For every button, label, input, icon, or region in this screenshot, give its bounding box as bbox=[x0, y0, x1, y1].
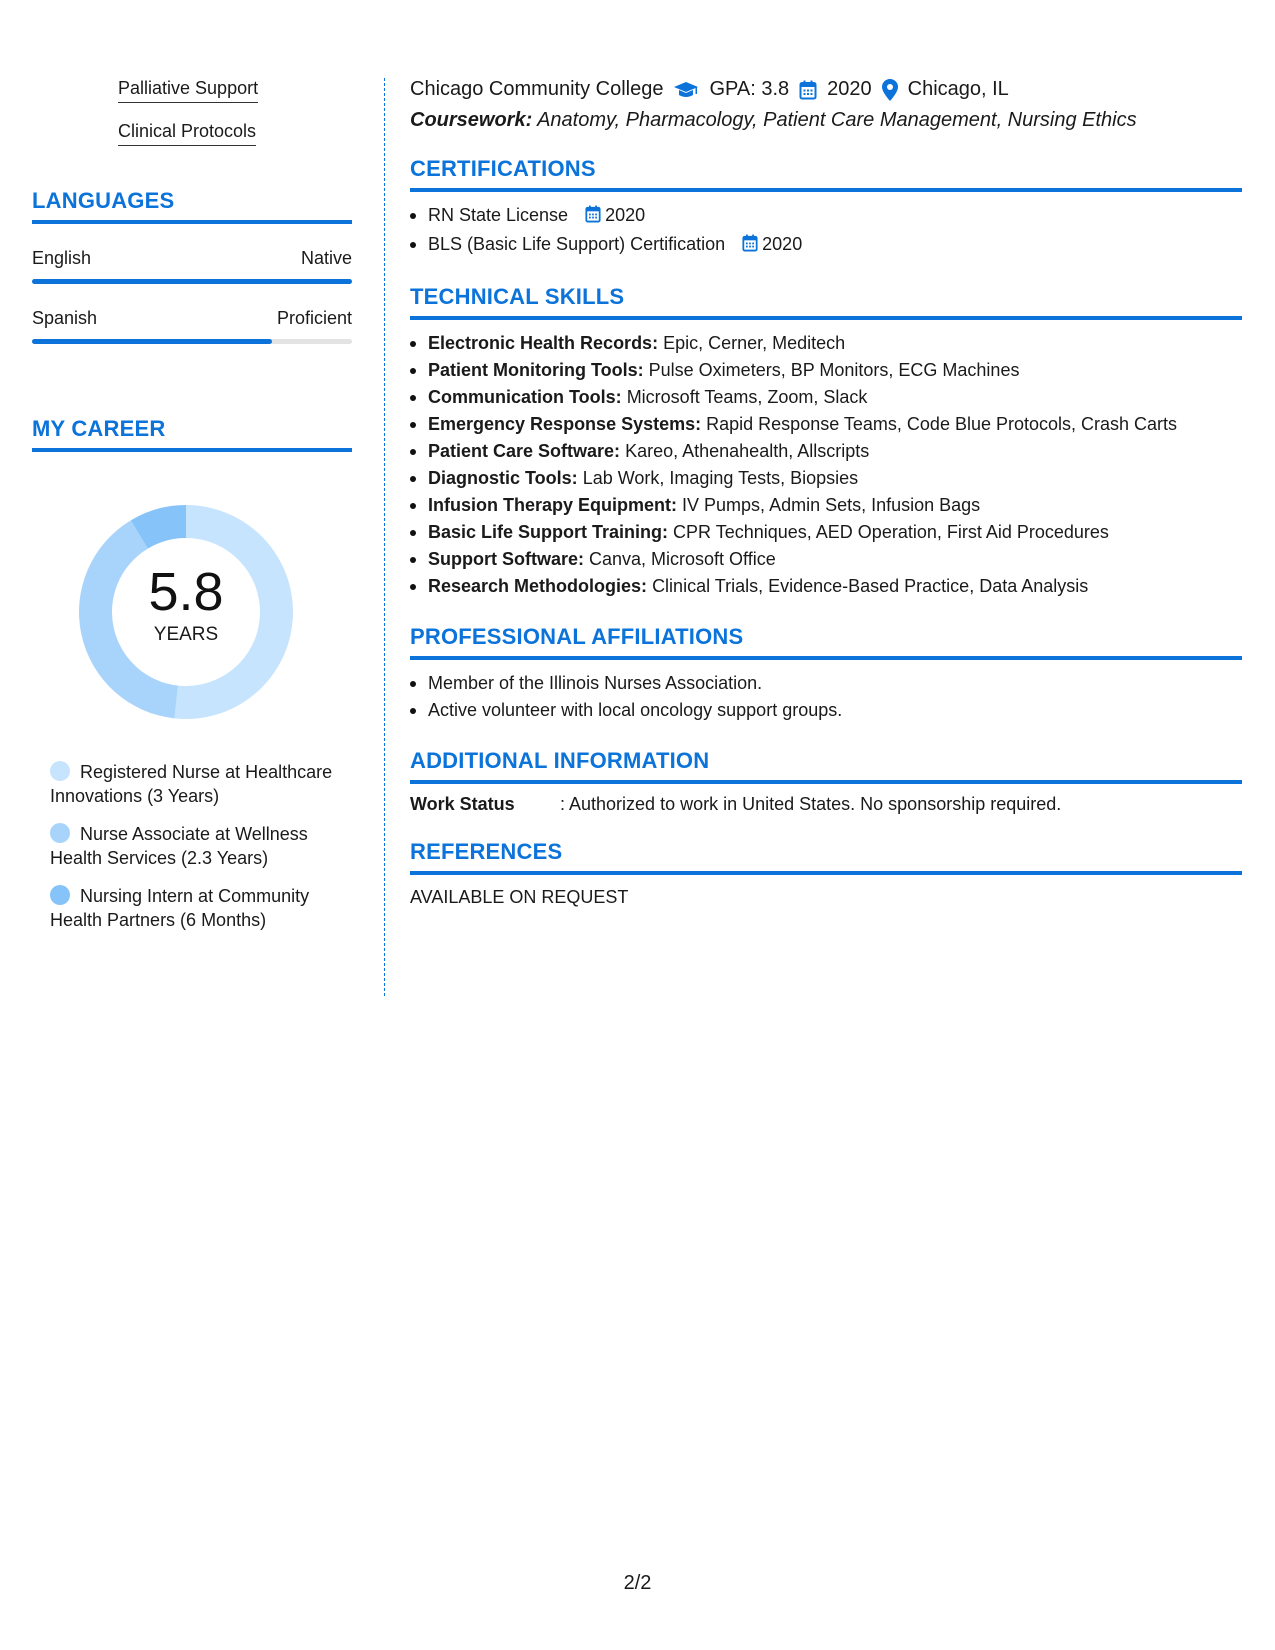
language-bar-fill bbox=[32, 339, 272, 344]
career-donut-chart bbox=[66, 492, 306, 732]
work-status-row bbox=[410, 794, 1242, 815]
skill-label: Infusion Therapy Equipment: bbox=[428, 495, 678, 515]
list-item bbox=[410, 202, 1242, 231]
gpa: GPA: 3.8 bbox=[709, 78, 790, 100]
skill-label: Diagnostic Tools: bbox=[428, 468, 578, 488]
skill-label: Support Software: bbox=[428, 549, 584, 569]
skill-value: CPR Techniques, AED Operation, First Aid Procedures bbox=[673, 522, 1109, 542]
references-heading: REFERENCES bbox=[410, 839, 563, 864]
legend-label: Nursing Intern at Community Health Partners (6 Months) bbox=[50, 886, 310, 930]
calendar-icon bbox=[742, 233, 758, 260]
career-unit: YEARS bbox=[153, 624, 219, 645]
section-rule bbox=[410, 871, 1242, 875]
certification-year: 2020 bbox=[762, 234, 803, 254]
languages-heading: LANGUAGES bbox=[32, 188, 175, 213]
career-total: 5.8 bbox=[148, 562, 224, 622]
list-item bbox=[410, 411, 1242, 438]
skill-label: Basic Life Support Training: bbox=[428, 522, 669, 542]
skill-value: IV Pumps, Admin Sets, Infusion Bags bbox=[682, 495, 981, 515]
career-section bbox=[32, 416, 352, 932]
list-item bbox=[410, 546, 1242, 573]
section-rule bbox=[410, 780, 1242, 784]
skill-tag: Clinical Protocols bbox=[118, 121, 256, 146]
skill-value: Clinical Trials, Evidence-Based Practice, Data Analysis bbox=[652, 576, 1089, 596]
section-rule bbox=[410, 188, 1242, 192]
list-item bbox=[410, 438, 1242, 465]
certifications-list bbox=[410, 202, 1242, 260]
list-item bbox=[410, 519, 1242, 546]
list-item bbox=[410, 492, 1242, 519]
skill-tag: Palliative Support bbox=[118, 78, 258, 103]
certification-name: RN State License bbox=[428, 205, 569, 225]
coursework bbox=[410, 109, 1242, 132]
skill-label: Research Methodologies: bbox=[428, 576, 648, 596]
skill-label: Electronic Health Records: bbox=[428, 333, 659, 353]
school-location: Chicago, IL bbox=[907, 78, 1009, 100]
language-level: Proficient bbox=[276, 308, 352, 328]
language-level: Native bbox=[300, 248, 352, 268]
legend-dot bbox=[50, 761, 70, 781]
section-rule bbox=[32, 448, 352, 452]
affiliations-list bbox=[410, 670, 1242, 724]
list-item bbox=[410, 465, 1242, 492]
section-rule bbox=[410, 316, 1242, 320]
legend-item bbox=[50, 884, 340, 932]
certifications-heading: CERTIFICATIONS bbox=[410, 156, 596, 181]
technical-skills-heading: TECHNICAL SKILLS bbox=[410, 284, 625, 309]
references-text: AVAILABLE ON REQUEST bbox=[410, 887, 629, 907]
right-column bbox=[410, 78, 1242, 908]
career-legend bbox=[50, 760, 340, 932]
section-rule bbox=[32, 220, 352, 224]
left-column bbox=[32, 78, 352, 946]
graduation-cap-icon bbox=[673, 80, 699, 100]
calendar-icon bbox=[585, 204, 601, 231]
language-bar bbox=[32, 279, 352, 284]
legend-label: Nurse Associate at Wellness Health Services (2.3 Years) bbox=[50, 824, 308, 868]
language-name: English bbox=[32, 248, 92, 268]
skill-value: Rapid Response Teams, Code Blue Protocols, Crash Carts bbox=[706, 414, 1178, 434]
technical-skills-list bbox=[410, 330, 1242, 600]
career-heading: MY CAREER bbox=[32, 416, 166, 441]
column-divider bbox=[384, 78, 385, 996]
list-item bbox=[410, 231, 1242, 260]
additional-info-heading: ADDITIONAL INFORMATION bbox=[410, 748, 710, 773]
legend-dot bbox=[50, 823, 70, 843]
list-item bbox=[410, 573, 1242, 600]
language-bar bbox=[32, 339, 352, 344]
certification-name: BLS (Basic Life Support) Certification bbox=[428, 234, 726, 254]
skill-value: Pulse Oximeters, BP Monitors, ECG Machines bbox=[648, 360, 1020, 380]
location-pin-icon bbox=[882, 79, 898, 101]
language-name: Spanish bbox=[32, 308, 98, 328]
graduation-year: 2020 bbox=[827, 78, 872, 100]
list-item: Active volunteer with local oncology support groups. bbox=[410, 697, 1242, 724]
skill-value: Microsoft Teams, Zoom, Slack bbox=[626, 387, 868, 407]
legend-dot bbox=[50, 885, 70, 905]
skill-value: Epic, Cerner, Meditech bbox=[663, 333, 846, 353]
coursework-list: Anatomy, Pharmacology, Patient Care Management, Nursing Ethics bbox=[537, 109, 1137, 131]
school-name: Chicago Community College bbox=[410, 78, 664, 100]
page-number: 2/2 bbox=[623, 1572, 652, 1594]
skill-label: Emergency Response Systems: bbox=[428, 414, 702, 434]
legend-item bbox=[50, 760, 340, 808]
skill-value: Lab Work, Imaging Tests, Biopsies bbox=[582, 468, 859, 488]
section-rule bbox=[410, 656, 1242, 660]
language-bar-fill bbox=[32, 279, 352, 284]
affiliations-heading: PROFESSIONAL AFFILIATIONS bbox=[410, 624, 744, 649]
skill-value: Kareo, Athenahealth, Allscripts bbox=[625, 441, 870, 461]
list-item bbox=[410, 330, 1242, 357]
legend-item bbox=[50, 822, 340, 870]
calendar-icon bbox=[799, 80, 817, 100]
language-item bbox=[32, 248, 352, 284]
certification-year: 2020 bbox=[605, 205, 646, 225]
coursework-label: Coursework: bbox=[410, 109, 533, 131]
work-status-label: Work Status bbox=[410, 794, 515, 814]
skill-label: Patient Monitoring Tools: bbox=[428, 360, 644, 380]
list-item bbox=[410, 357, 1242, 384]
skill-label: Patient Care Software: bbox=[428, 441, 621, 461]
legend-label: Registered Nurse at Healthcare Innovations (3 Years) bbox=[50, 762, 333, 806]
list-item: Member of the Illinois Nurses Association. bbox=[410, 670, 1242, 697]
languages-section bbox=[32, 188, 352, 344]
skill-value: Canva, Microsoft Office bbox=[589, 549, 776, 569]
education-line bbox=[410, 78, 1242, 101]
work-status-value: : Authorized to work in United States. No sponsorship required. bbox=[560, 794, 1062, 814]
skill-label: Communication Tools: bbox=[428, 387, 622, 407]
language-item bbox=[32, 308, 352, 344]
list-item bbox=[410, 384, 1242, 411]
